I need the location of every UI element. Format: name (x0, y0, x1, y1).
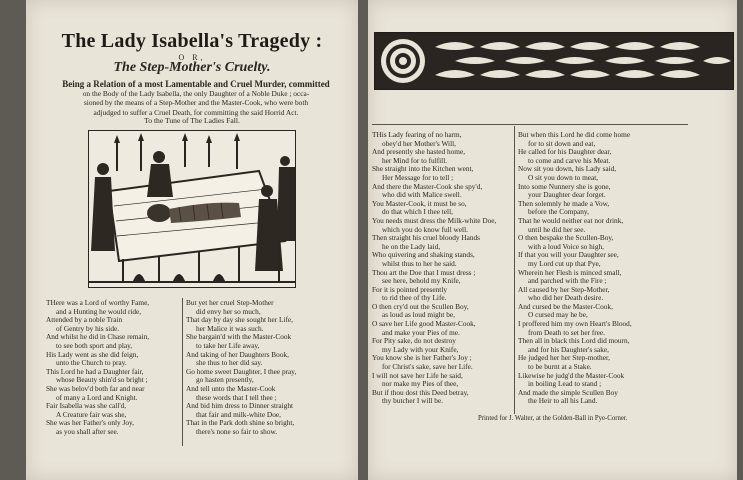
verse-line: of Gentry by his side. (56, 323, 120, 333)
left-page (26, 0, 358, 480)
verse-line: And cursed be the Master-Cook, (518, 301, 613, 311)
verse-line: thy butcher I will be. (382, 396, 443, 406)
verse-line: Fair Isabella was she call'd, (46, 401, 127, 411)
verse-line: And bid him dress to Dinner straight (186, 401, 294, 411)
verse-line: He called for his Daughter dear, (518, 147, 612, 157)
verse-line: she thus to her did say. (196, 358, 263, 368)
verse-line: that fair and milk-white Doe, (196, 409, 281, 419)
verse-line: my Lord cut up that Pye, (528, 258, 601, 268)
verse-line: before the Company, (528, 207, 589, 217)
verse-line: to see both sport and play, (56, 340, 133, 350)
verse-line: did envy her so much, (196, 306, 261, 316)
ornament-band (374, 32, 734, 90)
right-verse-column-2 (518, 131, 678, 406)
verse-line: For Pity sake, do not destroy (372, 336, 456, 346)
verse-line: to be burnt at a Stake. (528, 362, 592, 372)
description-lead: Being a Relation of a most Lamentable and Cruel Murder, committed (62, 79, 330, 89)
verse-line: O sit you down to meat, (528, 172, 599, 182)
verse-line: But when this Lord he did come home (518, 130, 631, 139)
verse-line: see here, behold my Knife, (382, 276, 461, 286)
right-verse-column-1 (372, 131, 520, 406)
rose-ornament-icon (381, 39, 425, 83)
woodcut-scene (89, 131, 295, 287)
verse-line: go hasten presently, (196, 375, 254, 385)
verse-line: That day by day she sought her Life, (186, 315, 293, 325)
verse-line: Attended by a noble Train (46, 315, 123, 325)
woodcut-illustration (88, 130, 296, 288)
verse-line: Wherein her Flesh is minced small, (518, 267, 622, 277)
verse-line: from Death to set her free. (528, 327, 605, 337)
verse-line: to take her Life away, (196, 340, 260, 350)
verse-line: my Lady with your Knife, (382, 344, 459, 354)
verse-line: And there the Master-Cook she spy'd, (372, 181, 483, 191)
description-block (50, 80, 342, 117)
verse-line: And tell unto the Master-Cook (186, 383, 276, 393)
verse-line: His Lady went as she did feign, (46, 349, 139, 359)
top-rule (372, 124, 688, 125)
verse-line: Likewise he judg'd the Master-Cook (518, 370, 625, 380)
verse-line: Thou art the Doe that I must dress ; (372, 267, 476, 277)
verse-line: Now sit you down, his Lady said, (518, 164, 617, 174)
verse-line: But if thou dost this Deed betray, (372, 387, 469, 397)
description-line: adjudged to suffer a Cruel Death, for committing the said Horrid Act. (93, 107, 299, 117)
verse-line: to rid thee of thy Life. (382, 293, 447, 303)
verse-line: She bargain'd with the Master-Cook (186, 332, 292, 342)
verse-line: He judged her her Step-mother, (518, 353, 610, 363)
verse-line: She straight into the Kitchen went, (372, 164, 474, 174)
verse-line: these words that I tell thee ; (196, 392, 277, 402)
verse-line: That in the Park doth shine so bright, (186, 418, 295, 428)
verse-line: She was her Father's only Joy, (46, 418, 134, 428)
verse-line: Then all in black this Lord did mourn, (518, 336, 630, 346)
verse-line: This Lord he had a Daughter fair, (46, 366, 144, 376)
verse-line: O save her Life good Master-Cook, (372, 319, 476, 329)
verse-line: Go home sweet Daughter, I thee pray, (186, 366, 297, 376)
verse-line: there's none so fair to show. (196, 426, 278, 436)
verse-line: unto the Church to pray. (56, 358, 127, 368)
verse-line: your Daughter dear forget. (528, 190, 606, 200)
verse-line: her Malice it was such. (196, 323, 264, 333)
verse-line: for Christ's sake, save her Life. (382, 362, 473, 372)
verse-line: Then straight his cruel bloody Hands (372, 233, 481, 243)
verse-line: She was belov'd both far and near (46, 383, 145, 393)
verse-line: the Heir to all his Land. (528, 396, 598, 406)
verse-line: and make your Pies of me. (382, 327, 460, 337)
verse-line: All caused by her Step-Mother, (518, 284, 610, 294)
verse-line: For it is pointed presently (372, 284, 447, 294)
description-line: on the Body of the Lady Isabella, the only Daughter of a Noble Duke ; occa- (82, 89, 310, 99)
verse-line: O then bespake the Scullen-Boy, (518, 233, 614, 243)
verse-line: THis Lady fearing of no harm, (372, 130, 462, 139)
verse-line: And taking of her Daughters Book, (186, 349, 289, 359)
verse-line: as loud as loud might be, (382, 310, 455, 320)
verse-line: O then cry'd out the Scullen Boy, (372, 301, 469, 311)
verse-line: Her Message for to tell ; (382, 172, 454, 182)
left-verse-column-2 (186, 299, 336, 437)
verse-line: Into some Nunnery she is gone, (518, 181, 611, 191)
verse-line: That he would neither eat nor drink, (518, 215, 624, 225)
verse-line: THere was a Lord of worthy Fame, (46, 298, 150, 307)
verse-line: to come and carve his Meat. (528, 155, 611, 165)
verse-line: as you shall after see. (56, 426, 119, 436)
or-separator: O R, (178, 53, 206, 62)
verse-line: I proffered him my own Heart's Blood, (518, 319, 632, 329)
verse-line: until he did her see. (528, 224, 586, 234)
verse-line: A Creature fair was she, (56, 409, 127, 419)
verse-line: I will not save her Life he said, (372, 370, 463, 380)
column-divider (182, 298, 183, 446)
verse-line: whose Beauty shin'd so bright ; (56, 375, 148, 385)
verse-line: and a Hunting he would ride, (56, 306, 142, 316)
verse-line: with a loud Voice so high, (528, 241, 604, 251)
verse-line: obey'd her Mother's Will, (382, 138, 456, 148)
verse-line: O cursed may he be, (528, 310, 588, 320)
verse-line: You Master-Cook, it must be so, (372, 198, 467, 208)
verse-line: whilst thus to her he said. (382, 258, 457, 268)
column-divider (514, 126, 515, 414)
verse-line: for to sit down and eat, (528, 138, 596, 148)
verse-line: You needs must dress the Milk-white Doe, (372, 215, 497, 225)
verse-line: and parched with the Fire ; (528, 276, 607, 286)
verse-line: in boiling Lead to stand ; (528, 379, 602, 389)
verse-line: And made the simple Scullen Boy (518, 387, 618, 397)
verse-line: who did her Death desire. (528, 293, 604, 303)
verse-line: Then solemnly he made a Vow, (518, 198, 610, 208)
broadside-title: The Lady Isabella's Tragedy : (61, 30, 323, 52)
verse-line: And whilst he did in Chase remain, (46, 332, 150, 342)
verse-line: who did with Malice swell. (382, 190, 462, 200)
verse-line: If that you will your Daughter see, (518, 250, 619, 260)
verse-line: her Mind for to fulfill. (382, 155, 448, 165)
verse-line: And presently she hasted home, (372, 147, 466, 157)
verse-line: Who quivering and shaking stands, (372, 250, 475, 260)
verse-line: You know she is her Father's Joy ; (372, 353, 472, 363)
verse-line: nor make my Pies of thee, (382, 379, 459, 389)
verse-line: he on the Lady laid, (382, 241, 441, 251)
left-verse-column-1 (46, 299, 184, 437)
verse-line: and for his Daughter's sake, (528, 344, 609, 354)
broadside-subtitle: The Step-Mother's Cruelty. (113, 60, 271, 75)
verse-line: But yet her cruel Step-Mother (186, 298, 274, 307)
ornament-pattern (375, 33, 733, 89)
right-page (368, 0, 737, 480)
printer-imprint: Printed for J. Walter, at the Golden-Ball in Pye-Corner. (478, 415, 628, 422)
verse-line: do that which I thee tell, (382, 207, 453, 217)
verse-line: of many a Lord and Knight. (56, 392, 138, 402)
description-line: sioned by the means of a Step-Mother and the Master-Cook, who were both (83, 98, 309, 108)
verse-line: which you do know full well. (382, 224, 468, 234)
tune-line: To the Tune of The Ladies Fall. (144, 116, 240, 125)
